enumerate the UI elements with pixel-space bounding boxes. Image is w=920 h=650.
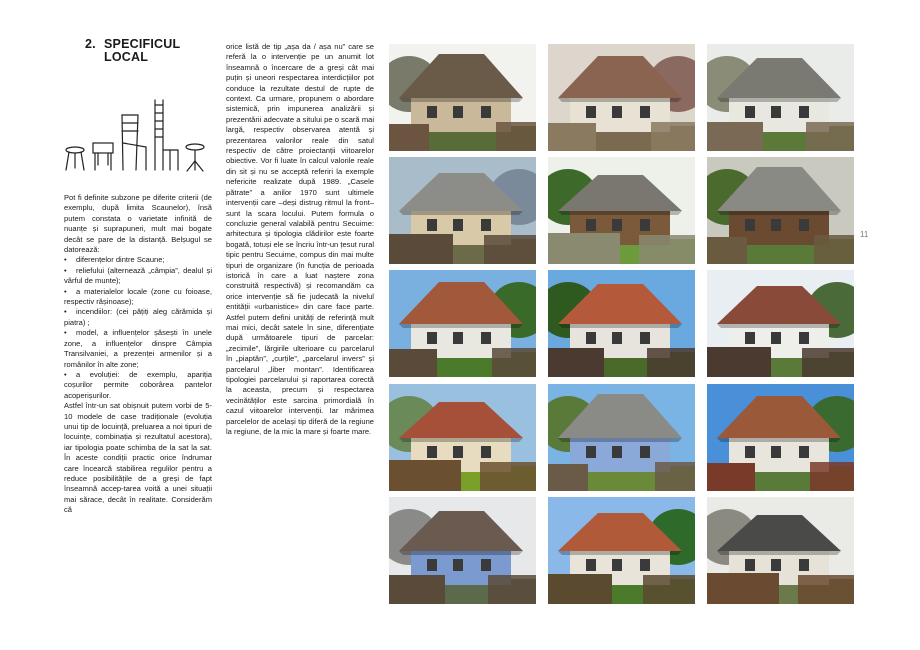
bullet-item: • incendiilor: (cei pățiți aleg cărămida și piatra) ; — [64, 307, 212, 328]
bullet-item: • model, a influențelor șăsești în unele zone, a influențelor dinspre Câmpia Transilvaniei, a prezenței armenilor și a românilor în alte zone; — [64, 328, 212, 370]
intro-paragraph: Pot fi definite subzone pe diferite criterii (de exemplu, după limita Scaunelor), însă putem constata o varietate infinită de nuanțe și suprapuneri, mult mai bogate decât se pare de la distanță. Belșugul se datorează: — [64, 193, 212, 255]
house-photo-6 — [707, 157, 854, 264]
house-photo-3 — [707, 44, 854, 151]
bullet-item: • a evoluției: de exemplu, apariția coșurilor permite coborârea pantelor acoperișurilor. — [64, 370, 212, 401]
house-photo-1 — [389, 44, 536, 151]
house-photo-2 — [548, 44, 695, 151]
section-number: 2. — [85, 37, 96, 51]
body-paragraph: Astfel într-un sat obișnuit putem vorbi de 5-10 modele de case tradiționale (evoluția unui tip de locuință, preluarea a noi tipuri de locuințe, combinația și rezultatul acestora), iar tipologia poate schimba de la sat la sat. În aceste condiții practic orice îndrumar care încearcă stabilirea regulilor pentru a reduce posibilitățile de a greși de fapt înseamnă accep-tarea voită a unei situații mai săracе, decât în realitate. Considerăm că — [64, 401, 212, 515]
bullet-item: • reliefului (alternează „câmpia”, dealul și vârful de munte); — [64, 266, 212, 287]
page-number: 11 — [860, 230, 869, 239]
house-photo-7 — [389, 270, 536, 377]
house-photo-15 — [707, 497, 854, 604]
house-photo-5 — [548, 157, 695, 264]
text-column-middle — [226, 42, 374, 437]
bullet-item: • a materialelor locale (zone cu foioase, respectiv rășinoase); — [64, 287, 212, 308]
house-photo-12 — [707, 384, 854, 491]
bullet-item: • diferențelor dintre Scaune; — [64, 255, 212, 265]
house-photo-8 — [548, 270, 695, 377]
section-title: SPECIFICUL LOCAL — [104, 37, 181, 64]
house-photo-14 — [548, 497, 695, 604]
house-photo-9 — [707, 270, 854, 377]
chairs-sketch-illustration — [60, 95, 210, 180]
house-photo-4 — [389, 157, 536, 264]
house-photo-10 — [389, 384, 536, 491]
house-photo-13 — [389, 497, 536, 604]
body-paragraph: orice listă de tip „așa da / așa nu” care se referă la o intervenție pe un anumit lot înseamnă o încercare de a greși cât mai puțin și uneori respectarea interdicțiilor pot conduce la rezultate destul de rupte de context. Ca urmare, propunem o abordare sistemică, prin impunerea analizării și prezentării adecvate a sitului pe o scară mai largă, respectiv observarea atentă și prezentarea valorilor reale din satul respectiv de către proiectanții viitoarelor obiective. Vor fi luate în calcul valorile reale din sit și nu se acceptă referiri la exemple nefericite realizate după 1989. „Casele pătrate” a anilor 1970 sunt ultimele intervenții care –deși distrug ritmul la front– sunt la scara locului. Putem formula o concluzie general valabilă pentru Secuime: arhitectura și tipologia clădirilor este foarte bogată, totuși ele se încriu într-un țesut rural tipic pentru Secuime, compus din mai multe tipuri de organizare (în funcția de perioada istorică în care a luat naștere zona construită respectivă) și recomandăm ca orice intervenție să fie judecată la nivelul entității «urbanistice» din care face parte. Astfel putem defini unități de referință mult mai mici, decât satele în sine, diferențiate după următoarele tipuri de parcelar: „zecimile”, lărgirile ulterioare cu parcelarul în „piaptăn”, „curțile”, „parcelarul invers” și parcelarul „liber montan”. Identificarea tipologiei parcelarului și raportarea corectă la aceasta, precum și respectarea vecinătăților este sarcina primordială în cazul viitoarelor intervenții. Iar mărimea parcelelor de același tip diferă de la regiune la regiune, de la mic la mare și foarte mare. — [226, 42, 374, 437]
house-photo-11 — [548, 384, 695, 491]
text-column-left — [64, 193, 212, 516]
